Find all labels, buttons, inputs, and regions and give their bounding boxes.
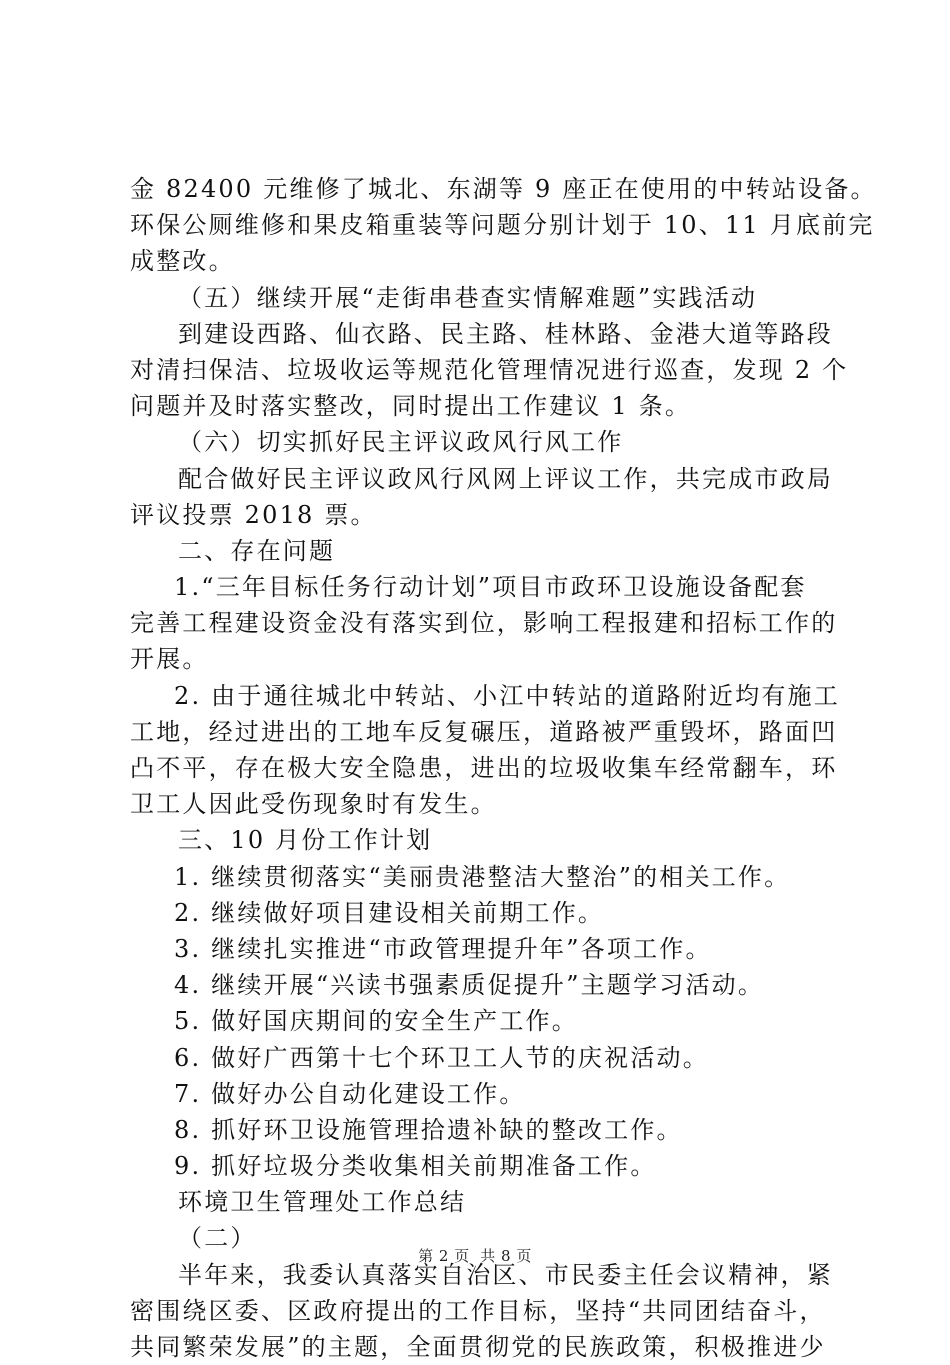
paragraph-line: 成整改。 bbox=[130, 247, 235, 276]
paragraph-line: 工地，经过进出的工地车反复碾压，道路被严重毁坏，路面凹 bbox=[130, 717, 838, 746]
paragraph-line: 卫工人因此受伤现象时有发生。 bbox=[130, 790, 497, 819]
plan-item-1: 1. 继续贯彻落实“美丽贵港整洁大整治”的相关工作。 bbox=[174, 862, 791, 891]
plan-item-2: 2. 继续做好项目建设相关前期工作。 bbox=[174, 898, 605, 927]
plan-item-5: 5. 做好国庆期间的安全生产工作。 bbox=[174, 1007, 578, 1036]
paragraph-line: 凸不平，存在极大安全隐患，进出的垃圾收集车经常翻车，环 bbox=[130, 754, 838, 782]
section-heading-6: （六）切实抓好民主评议政风行风工作 bbox=[178, 428, 624, 457]
section-heading-plan: 三、10 月份工作计划 bbox=[178, 826, 433, 855]
paragraph-line: 对清扫保洁、垃圾收运等规范化管理情况进行巡查，发现 2 个 bbox=[130, 355, 849, 384]
document-subtitle: （二） bbox=[178, 1224, 257, 1253]
paragraph-line: 环保公厕维修和果皮箱重装等问题分别计划于 10、11 月底前完 bbox=[130, 211, 875, 240]
page-number: 第 2 页 共 8 页 bbox=[418, 1247, 532, 1265]
document-body bbox=[130, 171, 877, 1365]
plan-item-7: 7. 做好办公自动化建设工作。 bbox=[174, 1079, 526, 1108]
paragraph-line: 半年来，我委认真落实自治区、市民委主任会议精神，紧 bbox=[178, 1260, 833, 1289]
page-footer bbox=[0, 1245, 950, 1266]
problem-item-1: 1.“三年目标任务行动计划”项目市政环卫设施设备配套 bbox=[174, 573, 807, 602]
paragraph-line: 配合做好民主评议政风行风网上评议工作，共完成市政局 bbox=[178, 464, 833, 493]
paragraph-line: 密围绕区委、区政府提出的工作目标，坚持“共同团结奋斗， bbox=[130, 1296, 826, 1325]
paragraph-line: 金 82400 元维修了城北、东湖等 9 座正在使用的中转站设备。 bbox=[130, 175, 877, 203]
problem-item-2: 2. 由于通往城北中转站、小江中转站的道路附近均有施工 bbox=[174, 681, 840, 710]
section-heading-problems: 二、存在问题 bbox=[178, 536, 336, 565]
paragraph-line: 完善工程建设资金没有落实到位，影响工程报建和招标工作的 bbox=[130, 609, 838, 638]
paragraph-line: 开展。 bbox=[130, 645, 209, 674]
plan-item-6: 6. 做好广西第十七个环卫工人节的庆祝活动。 bbox=[174, 1043, 709, 1072]
plan-item-9: 9. 抓好垃圾分类收集相关前期准备工作。 bbox=[174, 1152, 657, 1181]
paragraph-line: 评议投票 2018 票。 bbox=[130, 500, 377, 529]
plan-item-8: 8. 抓好环卫设施管理拾遗补缺的整改工作。 bbox=[174, 1115, 683, 1144]
document-title: 环境卫生管理处工作总结 bbox=[178, 1188, 467, 1217]
section-heading-5: （五）继续开展“走街串巷查实情解难题”实践活动 bbox=[178, 283, 758, 312]
plan-item-3: 3. 继续扎实推进“市政管理提升年”各项工作。 bbox=[174, 934, 712, 963]
plan-item-4: 4. 继续开展“兴读书强素质促提升”主题学习活动。 bbox=[174, 971, 765, 1000]
paragraph-line: 问题并及时落实整改，同时提出工作建议 1 条。 bbox=[130, 392, 692, 421]
paragraph-line: 到建设西路、仙衣路、民主路、桂林路、金港大道等路段 bbox=[178, 319, 833, 348]
paragraph-line: 共同繁荣发展”的主题，全面贯彻党的民族政策，积极推进少 bbox=[130, 1333, 826, 1361]
